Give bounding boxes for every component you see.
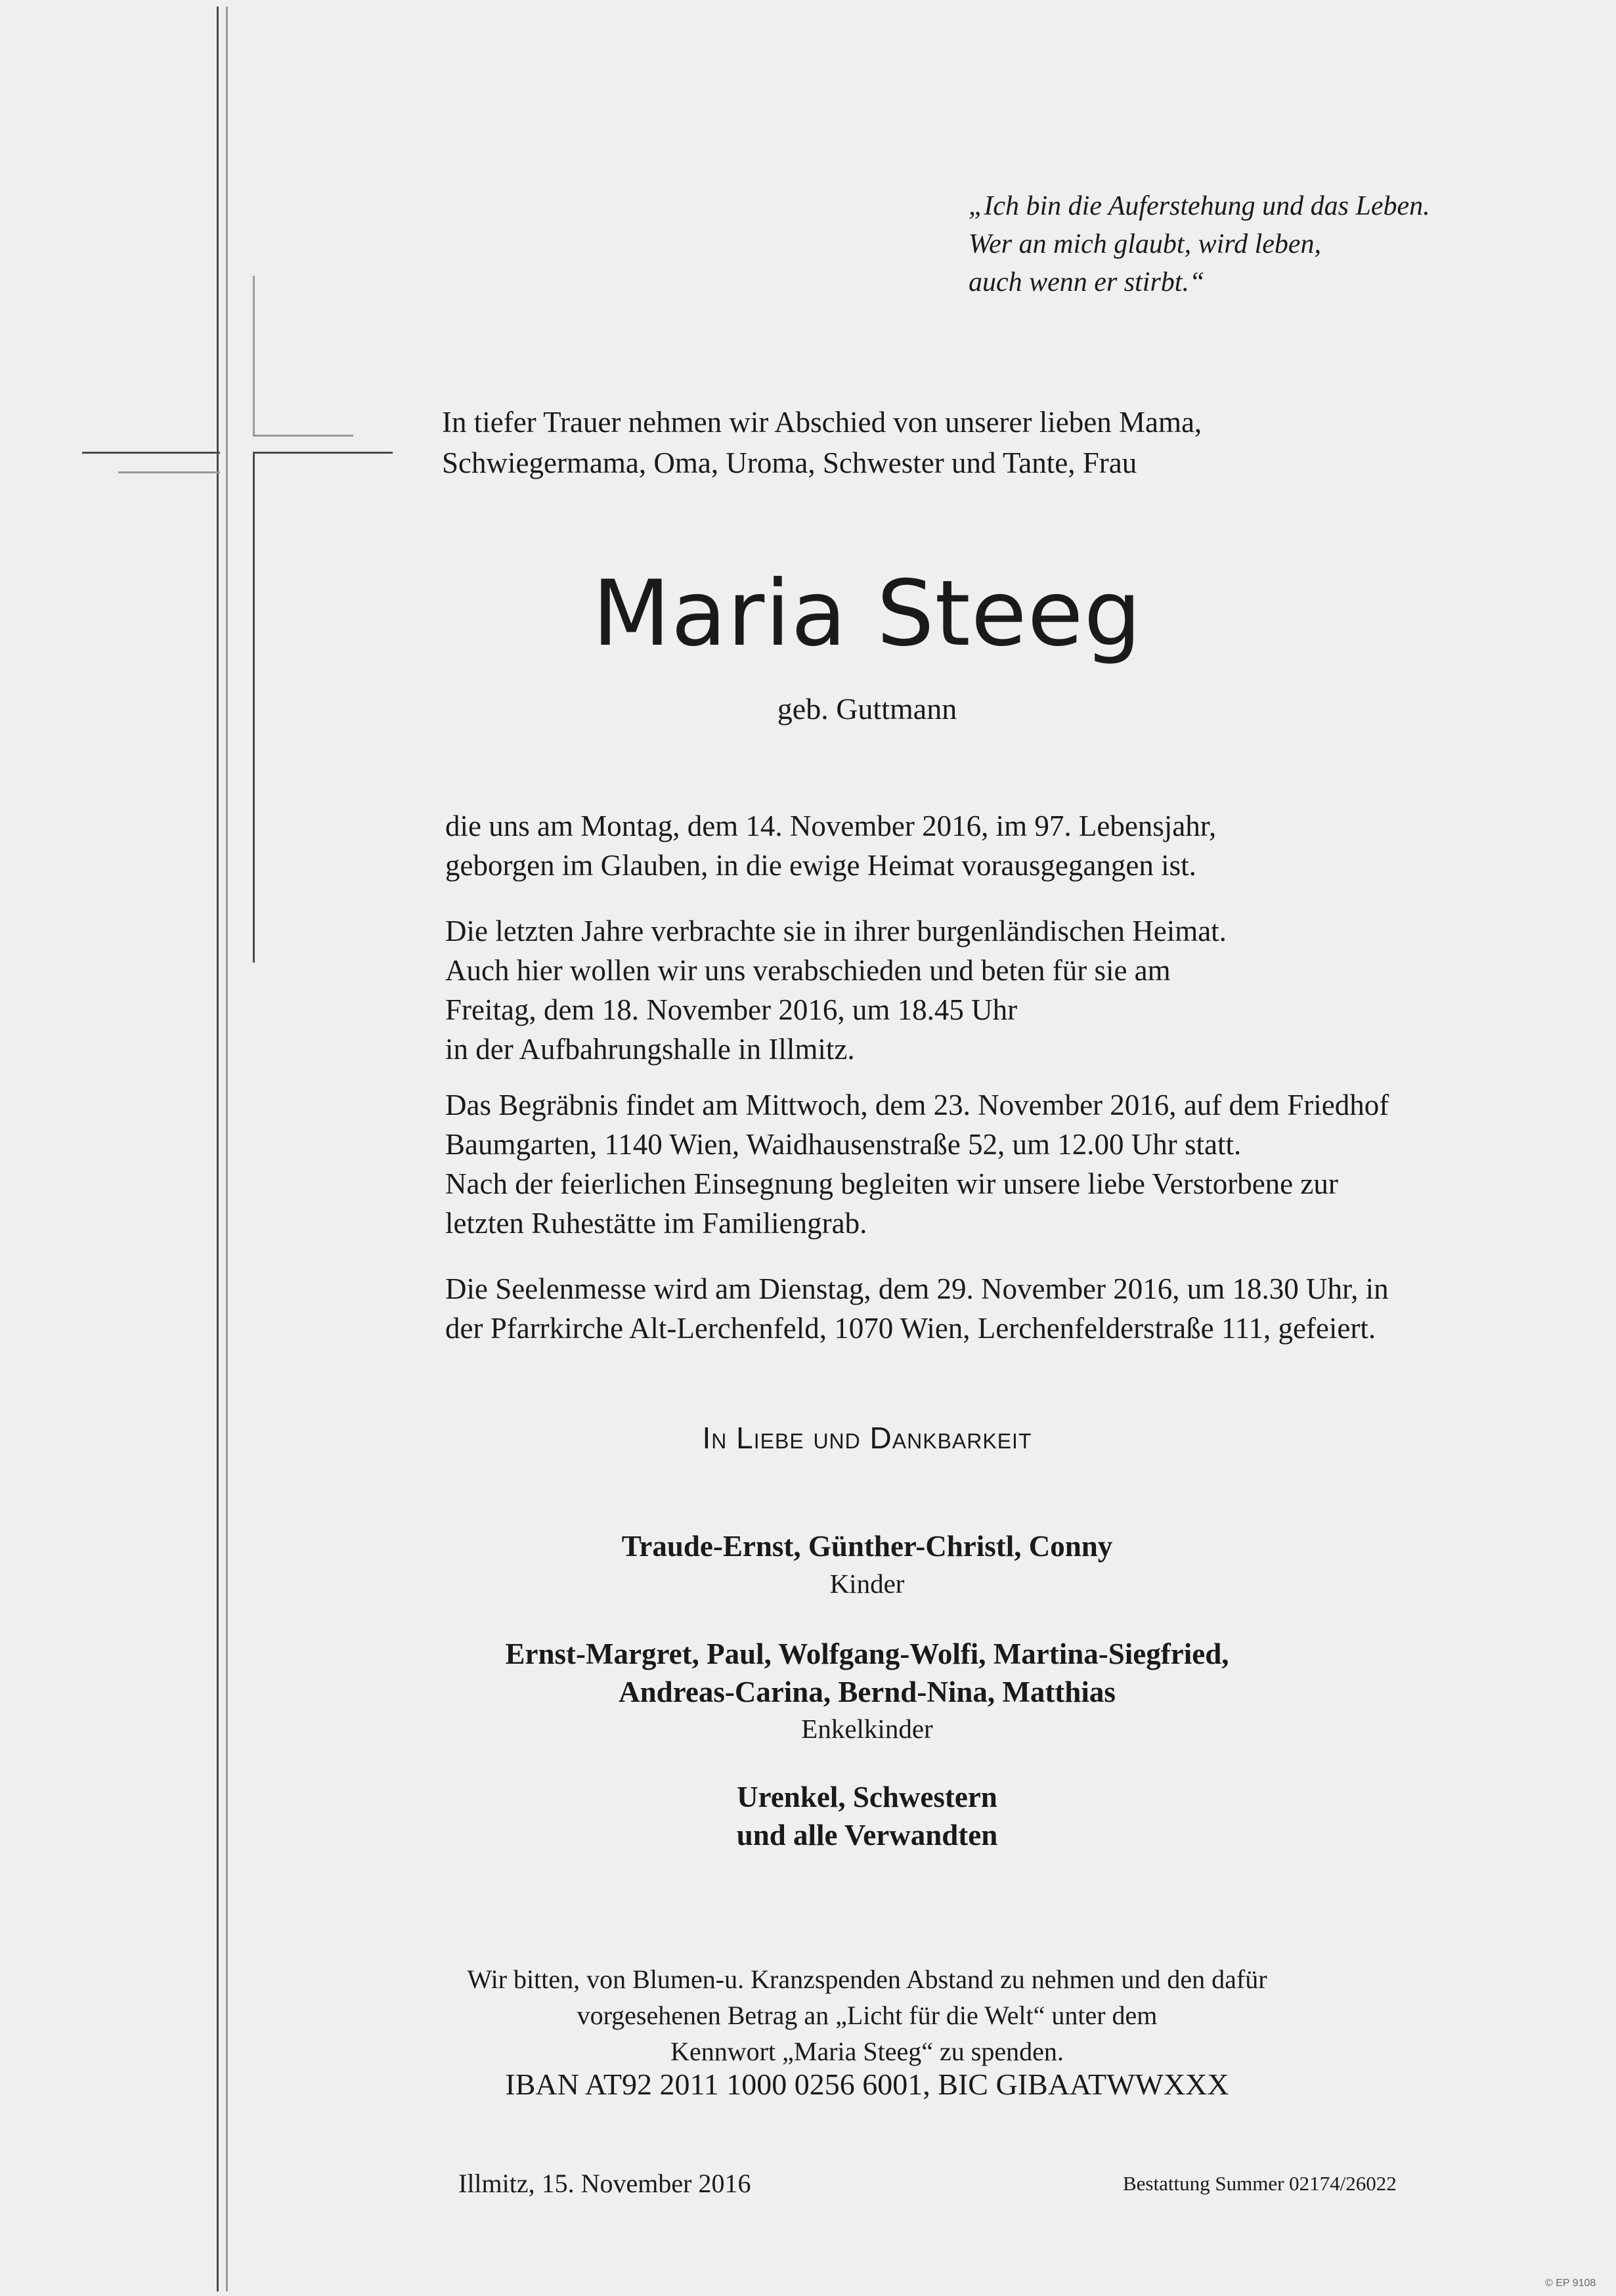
paragraph-line: Das Begräbnis findet am Mittwoch, dem 23. November 2016, auf dem Friedhof xyxy=(445,1089,1389,1121)
cross-vertical-upper-right xyxy=(253,276,255,437)
intro-text xyxy=(442,402,1202,483)
cross-horizontal-lower-right xyxy=(255,452,393,454)
paragraph-line: Die letzten Jahre verbrachte sie in ihrer burgenländischen Heimat. xyxy=(445,915,1227,947)
quote-line: auch wenn er stirbt.“ xyxy=(969,267,1205,297)
paragraph-line: Nach der feierlichen Einsegnung begleiten wir unsere liebe Verstorbene zur xyxy=(445,1167,1338,1200)
bible-quote xyxy=(969,187,1430,301)
mourners-grandchildren-role: Enkelkinder xyxy=(801,1714,933,1744)
donation-line: Kennwort „Maria Steeg“ zu spenden. xyxy=(670,2037,1064,2066)
paragraph-line: letzten Ruhestätte im Familiengrab. xyxy=(445,1207,867,1240)
donation-line: Wir bitten, von Blumen-u. Kranzspenden Abstand zu nehmen und den dafür xyxy=(467,1964,1267,1994)
paragraph-funeral xyxy=(445,1085,1389,1243)
names-line: Urenkel, Schwestern xyxy=(737,1781,997,1813)
thanks-heading: In Liebe und Dankbarkeit xyxy=(702,1421,1032,1455)
intro-line: In tiefer Trauer nehmen wir Abschied von unserer lieben Mama, xyxy=(442,406,1202,439)
cross-horizontal-upper-right xyxy=(255,435,353,437)
place-and-date: Illmitz, 15. November 2016 xyxy=(458,2169,751,2198)
mourners-children-role: Kinder xyxy=(829,1569,905,1599)
mourners-others-names xyxy=(0,1778,1616,1854)
paragraph-line: Baumgarten, 1140 Wien, Waidhausenstraße 52, um 12.00 Uhr statt. xyxy=(445,1128,1242,1161)
mourners-grandchildren-names xyxy=(0,1635,1616,1711)
copyright-mark: © EP 9108 xyxy=(1545,2278,1596,2289)
paragraph-requiem-mass xyxy=(445,1269,1389,1348)
maiden-name: geb. Guttmann xyxy=(777,692,957,726)
paragraph-death-notice xyxy=(445,806,1216,885)
paragraph-line: Auch hier wollen wir uns verabschieden und beten für sie am xyxy=(445,954,1171,987)
cross-horizontal-upper-left xyxy=(82,452,220,454)
paragraph-line: in der Aufbahrungshalle in Illmitz. xyxy=(445,1033,855,1066)
quote-line: Wer an mich glaubt, wird leben, xyxy=(969,229,1322,259)
paragraph-line: Freitag, dem 18. November 2016, um 18.45 Uhr xyxy=(445,993,1018,1026)
cross-horizontal-lower-left xyxy=(118,471,220,473)
donation-request xyxy=(0,1961,1616,2069)
paragraph-line: die uns am Montag, dem 14. November 2016, im 97. Lebensjahr, xyxy=(445,810,1217,842)
paragraph-farewell-illmitz xyxy=(445,911,1227,1069)
donation-line: vorgesehenen Betrag an „Licht für die Welt“ unter dem xyxy=(577,2001,1158,2030)
mourners-children-names: Traude-Ernst, Günther-Christl, Conny xyxy=(621,1530,1113,1563)
bank-details: IBAN AT92 2011 1000 0256 6001, BIC GIBAATWWXXX xyxy=(505,2068,1229,2101)
paragraph-line: der Pfarrkirche Alt-Lerchenfeld, 1070 Wien, Lerchenfelderstraße 111, gefeiert. xyxy=(445,1312,1376,1345)
cross-vertical-left-dark xyxy=(217,7,219,2291)
quote-line: „Ich bin die Auferstehung und das Leben. xyxy=(969,191,1430,221)
names-line: und alle Verwandten xyxy=(736,1819,998,1852)
intro-line: Schwiegermama, Oma, Uroma, Schwester und Tante, Frau xyxy=(442,446,1137,479)
cross-vertical-left-light xyxy=(226,7,228,2291)
deceased-name: Maria Steeg xyxy=(592,561,1143,666)
undertaker-contact: Bestattung Summer 02174/26022 xyxy=(1123,2172,1397,2195)
paragraph-line: Die Seelenmesse wird am Dienstag, dem 29. November 2016, um 18.30 Uhr, in xyxy=(445,1272,1389,1305)
names-line: Ernst-Margret, Paul, Wolfgang-Wolfi, Martina-Siegfried, xyxy=(505,1637,1229,1670)
names-line: Andreas-Carina, Bernd-Nina, Matthias xyxy=(619,1676,1116,1708)
paragraph-line: geborgen im Glauben, in die ewige Heimat vorausgegangen ist. xyxy=(445,849,1196,882)
